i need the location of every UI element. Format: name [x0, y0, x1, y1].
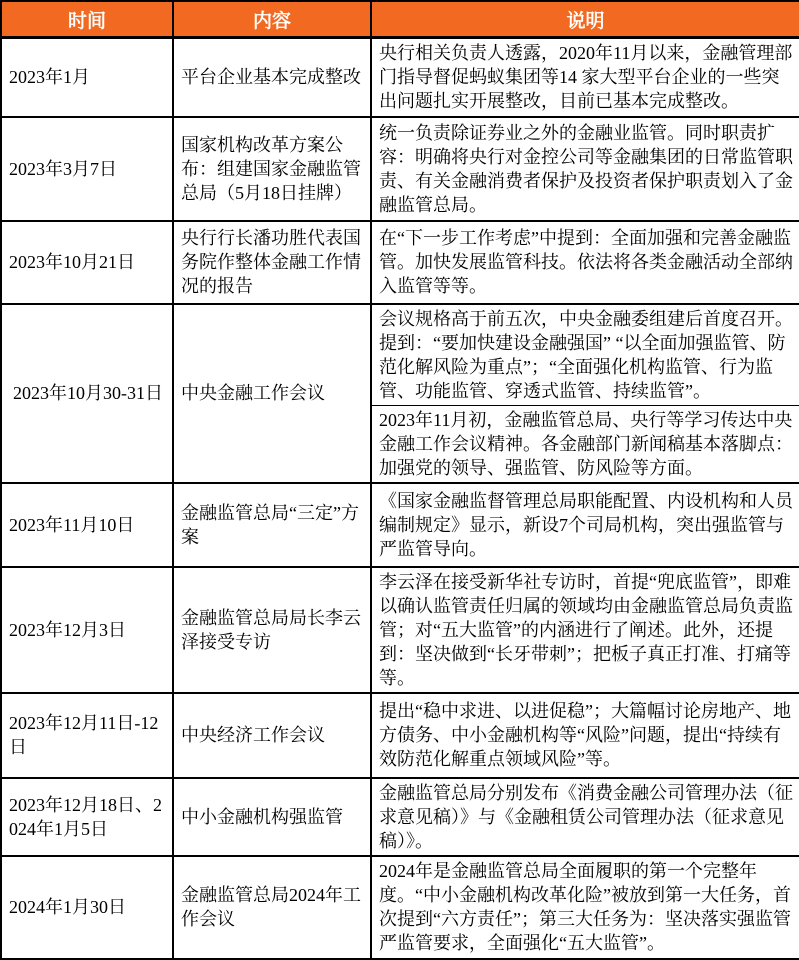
time-cell: 2023年1月 [1, 38, 173, 117]
content-cell: 中央经济工作会议 [173, 693, 371, 778]
content-cell: 平台企业基本完成整改 [173, 38, 371, 117]
table-row [1, 693, 799, 778]
content-cell: 央行行长潘功胜代表国务院作整体金融工作情况的报告 [173, 221, 371, 304]
header-row [1, 1, 799, 38]
content-cell: 国家机构改革方案公布：组建国家金融监管总局（5月18日挂牌） [173, 117, 371, 221]
header-desc: 说明 [371, 1, 799, 38]
table-row [1, 221, 799, 304]
time-cell: 2023年3月7日 [1, 117, 173, 221]
desc-cell: 提出“稳中求进、以进促稳”；大篇幅讨论房地产、地方债务、中小金融机构等“风险”问题，提出“持续有效防范化解重点领域风险”等。 [371, 693, 799, 778]
desc-cell: 金融监管总局分别发布《消费金融公司管理办法（征求意见稿）》与《金融租赁公司管理办法（征求意见稿）》。 [371, 778, 799, 856]
header-content: 内容 [173, 1, 371, 38]
header-time: 时间 [1, 1, 173, 38]
time-cell: 2023年11月10日 [1, 483, 173, 567]
table-row [1, 304, 799, 406]
time-cell: 2023年12月18日、2024年1月5日 [1, 778, 173, 856]
desc-cell: 2023年11月初，金融监管总局、央行等学习传达中央金融工作会议精神。各金融部门新闻稿基本落脚点：加强党的领导、强监管、防风险等方面。 [371, 405, 799, 483]
table-row [1, 567, 799, 693]
content-cell: 中央金融工作会议 [173, 304, 371, 483]
table-row [1, 856, 799, 959]
content-cell: 中小金融机构强监管 [173, 778, 371, 856]
desc-cell: 在“下一步工作考虑”中提到：全面加强和完善金融监管。加快发展监管科技。依法将各类金融活动全部纳入监管等等。 [371, 221, 799, 304]
desc-cell: 会议规格高于前五次，中央金融委组建后首度召开。提到：“要加快建设金融强国” “以全面加强监管、防范化解风险为重点”；“全面强化机构监管、行为监管、功能监管、穿透式监管、持续监管”。 [371, 304, 799, 406]
content-cell: 金融监管总局局长李云泽接受专访 [173, 567, 371, 693]
time-cell: 2023年10月21日 [1, 221, 173, 304]
desc-cell: 2024年是金融监管总局全面履职的第一个完整年度。“中小金融机构改革化险”被放到第一大任务，首次提到“六方责任”；第三大任务为：坚决落实强监管严监管要求，全面强化“五大监管”。 [371, 856, 799, 959]
time-cell: 2024年1月30日 [1, 856, 173, 959]
table-row [1, 38, 799, 117]
table-row [1, 483, 799, 567]
time-cell: 2023年12月11日-12日 [1, 693, 173, 778]
desc-cell: 央行相关负责人透露，2020年11月以来，金融管理部门指导督促蚂蚁集团等14 家大型平台企业的一些突出问题扎实开展整改，目前已基本完成整改。 [371, 38, 799, 117]
desc-cell: 李云泽在接受新华社专访时，首提“兜底监管”，即难以确认监管责任归属的领域均由金融监管总局负责监管；对“五大监管”的内涵进行了阐述。此外，还提到：坚决做到“长牙带刺”；把板子真正打准、打痛等等。 [371, 567, 799, 693]
desc-cell: 统一负责除证券业之外的金融业监管。同时职责扩容：明确将央行对金控公司等金融集团的日常监管职责、有关金融消费者保护及投资者保护职责划入了金融监管总局。 [371, 117, 799, 221]
table-row [1, 117, 799, 221]
content-cell: 金融监管总局“三定”方案 [173, 483, 371, 567]
desc-cell: 《国家金融监督管理总局职能配置、内设机构和人员编制规定》显示，新设7个司局机构，突出强监管与严监管导向。 [371, 483, 799, 567]
time-cell: 2023年12月3日 [1, 567, 173, 693]
content-cell: 金融监管总局2024年工作会议 [173, 856, 371, 959]
time-cell: 2023年10月30-31日 [1, 304, 173, 483]
table-row [1, 778, 799, 856]
